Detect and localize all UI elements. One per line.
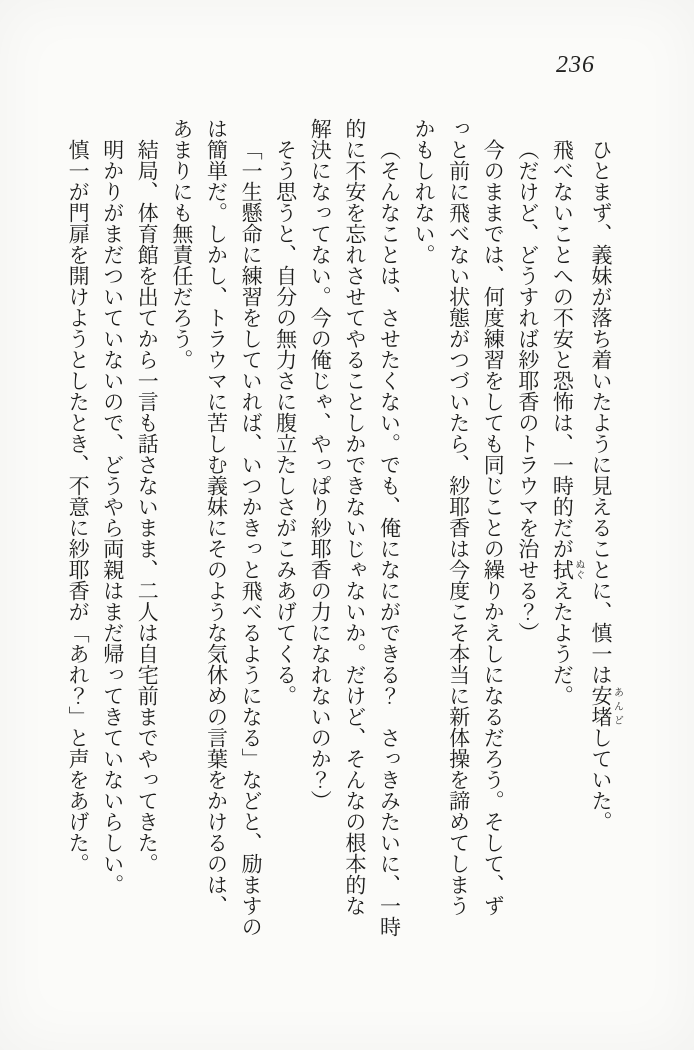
page-number: 236 — [556, 52, 595, 78]
text-line: 慎一が門扉を開けようとしたとき、不意に紗耶香が「あれ？」と声をあげた。 — [66, 139, 91, 874]
text-block — [61, 118, 623, 937]
text-line: 的に不安を忘れさせてやることしかできないじゃないか。だけど、そんなの根本的な — [342, 118, 367, 916]
text-line: 明かりがまだついていないので、どうやら両親はまだ帰ってきていないらしい。 — [100, 139, 125, 895]
text-line: 解決になってない。今の俺じゃ、やっぱり紗耶香の力になれないのか？） — [308, 118, 333, 811]
text-line: は簡単だ。しかし、トラウマに苦しむ義妹にそのような気休めの言葉をかけるのは、 — [204, 118, 229, 916]
text-line: 飛べないことへの不安と恐怖は、一時的だが拭ぬぐえたようだ。 — [550, 139, 584, 706]
text-line: （だけど、どうすれば紗耶香のトラウマを治せる？） — [515, 139, 540, 643]
furigana-annotated-word: 安堵あんど — [589, 685, 623, 727]
text-line: 今のままでは、何度練習をしても同じことの繰りかえしになるだろう。そして、ず — [481, 139, 506, 916]
text-line: っと前に飛べない状態がつづいたら、紗耶香は今度こそ本当に新体操を諦めてしまう — [446, 118, 471, 916]
text-line: 結局、体育館を出てから一言も話さないまま、二人は自宅前までやってきた。 — [135, 139, 160, 874]
text-line: かもしれない。 — [412, 118, 437, 265]
text-line: 「一生懸命に練習をしていれば、いつかきっと飛べるようになる」などと、励ますの — [239, 139, 264, 937]
text-line: あまりにも無責任だろう。 — [169, 118, 194, 370]
furigana-annotated-word: 拭ぬぐ — [550, 559, 584, 580]
text-line: そう思うと、自分の無力さに腹立たしさがこみあげてくる。 — [273, 139, 298, 706]
text-line: （そんなことは、させたくない。でも、俺になにができる？ さっきみたいに、一時 — [377, 139, 402, 937]
text-line: ひとまず、義妹が落ち着いたように見えることに、慎一は安堵あんどしていた。 — [589, 139, 623, 832]
